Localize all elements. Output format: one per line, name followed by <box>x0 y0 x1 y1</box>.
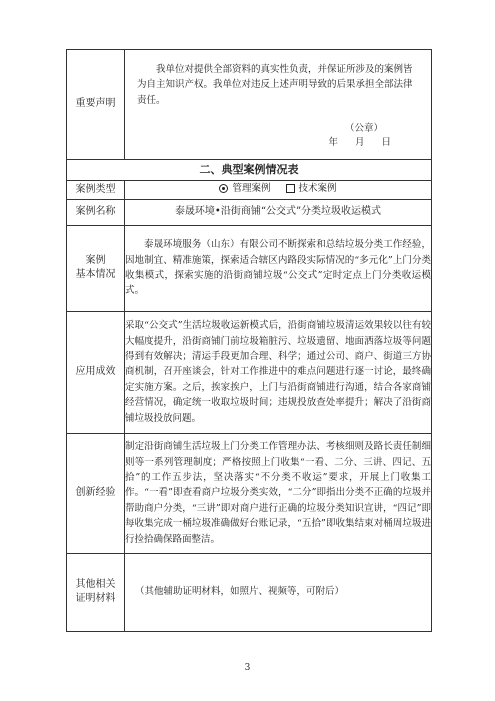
case-name-row <box>67 199 432 225</box>
other-materials-label-line2: 证明材料 <box>75 593 116 605</box>
basic-info-text: 泰晟环境服务（山东）有限公司不断探索和总结垃圾分类工作经验，因地制宜、精准施策，探索适合辖区内路段实际情况的“多元化”上门分类收集模式，探索实施的沿街商铺垃圾“公交式”定时定点上门分类收运模式。 <box>125 225 432 311</box>
case-name-label: 案例名称 <box>67 199 125 225</box>
option-management-case[interactable] <box>219 181 270 196</box>
option-technical-case[interactable] <box>286 181 337 196</box>
other-materials-label-line1: 其他相关 <box>75 578 116 590</box>
date-placeholder: 年 月 日 <box>328 137 391 149</box>
radio-selected-icon[interactable] <box>219 184 228 193</box>
section-title-row <box>67 160 432 181</box>
declaration-row <box>67 50 432 160</box>
case-type-row <box>67 181 432 200</box>
declaration-label: 重要声明 <box>67 50 125 160</box>
basic-info-row <box>67 225 432 311</box>
seal-placeholder: （公章） <box>344 123 383 135</box>
declaration-cell <box>125 50 432 160</box>
section-title: 二、典型案例情况表 <box>67 160 432 181</box>
basic-info-label-line1: 案例 <box>85 254 106 266</box>
case-type-label: 案例类型 <box>67 181 125 200</box>
basic-info-label <box>67 225 125 311</box>
other-materials-row <box>67 553 432 631</box>
checkbox-empty-icon[interactable] <box>286 184 295 193</box>
option-label: 技术案例 <box>298 183 337 194</box>
option-label: 管理案例 <box>232 183 271 194</box>
case-form-table <box>66 49 432 632</box>
other-materials-label <box>67 553 125 631</box>
page-number: 3 <box>244 663 251 673</box>
results-text: 采取“公交式”生活垃圾收运新模式后，沿街商铺垃圾清运效果较以往有较大幅度提升，沿街商铺门前垃圾箱脏污、垃圾遗留、地面洒落垃圾等问题得到有效解决；清运手段更加合理、科学；通过公司、商户、街道三方协商机制，召开座谈会，针对工作推进中的难点问题进行逐一讨论，最终确定实施方案。之后，挨家挨户，上门与沿街商铺进行沟通，结合各家商铺经营情况，确定统一收取垃圾时间；违规投放查处率提升；解决了沿街商铺垃圾投放问题。 <box>125 311 432 433</box>
innovation-label: 创新经验 <box>67 433 125 553</box>
case-type-options <box>125 181 432 200</box>
results-row <box>67 311 432 433</box>
basic-info-label-line2: 基本情况 <box>75 269 116 281</box>
results-label: 应用成效 <box>67 311 125 433</box>
innovation-text: 制定沿街商铺生活垃圾上门分类工作管理办法、考核细则及路长责任制细则等一系列管理制度；严格按照上门收集“一看、二分、三讲、四记、五拾”的工作五步法，坚决落实“不分类不收运”要求，开展上门收集工作。“一看”即查看商户垃圾分类实效，“二分”即指出分类不正确的垃圾并帮助商户分类，“三讲”即对商户进行正确的垃圾分类知识宣讲，“四记”即每收集完成一桶垃圾准确做好台账记录，“五拾”即收集结束对桶周垃圾进行捡拾确保路面整洁。 <box>125 433 432 553</box>
declaration-text: 我单位对提供全部资料的真实性负责，并保证所涉及的案例皆为自主知识产权。我单位对违反上述声明导致的后果承担全部法律责任。 <box>137 64 413 106</box>
innovation-row <box>67 433 432 553</box>
case-name-value: 泰晟环境•沿街商铺“公交式”分类垃圾收运模式 <box>125 199 432 225</box>
other-materials-text: （其他辅助证明材料，如照片、视频等，可附后） <box>125 553 432 631</box>
